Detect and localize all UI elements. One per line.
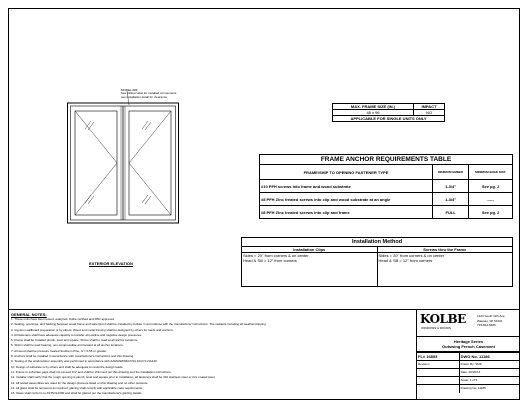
product-name: Outswing French Casement xyxy=(442,344,495,349)
product-line: Heritage Series xyxy=(453,339,484,344)
door-elevation xyxy=(67,85,179,225)
note-line: 1. These units have been tested, analyzed, Kolbe certified and FBC approved. xyxy=(11,317,115,321)
anchor-header-edge: MINIMUM EDGE DIST. xyxy=(469,165,513,180)
install-table xyxy=(241,237,513,287)
product-info xyxy=(417,337,520,352)
company-tagline: WINDOWS & DOORS xyxy=(421,326,451,330)
note-line: 5. Frame shall be installed plumb, level and square; Shims shall be used at all anchor locations. xyxy=(11,338,138,343)
callout-line: MODEL ### xyxy=(121,88,138,92)
general-notes-title: GENERAL NOTES: xyxy=(11,312,47,317)
company-address xyxy=(477,314,505,328)
anchor-header-embed: MINIMUM EMBED xyxy=(433,165,469,180)
anchor-header-fastener: FRAME/SHIP TO OPENING FASTENER TYPE xyxy=(260,165,433,180)
elevation-title: EXTERIOR ELEVATION xyxy=(89,261,133,266)
anchor-row-edge: ----- xyxy=(469,193,513,206)
install-header-screws: Screws thru the Frame xyxy=(377,247,513,253)
sheet-number: Scale: 1 of 5 xyxy=(459,377,520,385)
company-logo: KOLBE xyxy=(420,312,466,326)
note-line: 12. Installer shall verify that the rough opening is plumb, level and square prior to installation; all fasteners shall be 410 stainless steel or zinc coated steel. xyxy=(11,375,216,380)
address-line: Wausau, WI 54401 xyxy=(477,318,503,323)
size-footer: APPLICABLE FOR SINGLE UNITS ONLY xyxy=(333,116,445,122)
anchor-row-fastener: #8 PFH Zinc treated screws into clip and frame xyxy=(260,206,433,219)
install-clips-line: Sides = 20" from corners & on center xyxy=(243,253,309,258)
note-line: 6. Shims shall be load bearing, non-compressible and located at all anchor locations. xyxy=(11,343,124,348)
general-notes xyxy=(9,309,417,400)
install-header-clips: Installation Clips xyxy=(242,247,378,253)
drawing-sheet xyxy=(8,8,520,400)
install-screws-line: Sides = 20" from corners & on center xyxy=(378,253,445,258)
callout-line: See callout label for installed components xyxy=(121,91,177,96)
install-clips-cell xyxy=(242,253,378,287)
note-line: 15. Glass shall conform to ASTM E1300 and shall be glazed per the manufacturer's glazing details. xyxy=(11,391,143,396)
title-block-table xyxy=(417,352,520,393)
anchor-row-edge: See pg. 2 xyxy=(469,180,513,193)
fl-number: FL# 16853 xyxy=(417,353,459,361)
anchor-row-embed: FULL xyxy=(433,206,469,219)
note-line: 13. All tested assemblies are rated for the design pressure listed on this drawing and no other pressure. xyxy=(11,380,149,385)
anchor-row-embed: 1-3/4" xyxy=(433,180,469,193)
title-block xyxy=(417,309,520,400)
install-screws-cell xyxy=(377,253,513,287)
impact-header: IMPACT xyxy=(414,104,445,110)
elevation-callout xyxy=(121,89,176,99)
revision-cell xyxy=(417,377,459,385)
size-value: 48 x 96 xyxy=(333,110,414,116)
anchor-table xyxy=(259,154,513,219)
anchor-row-embed: 1-3/4" xyxy=(433,193,469,206)
anchor-row-fastener: #8 PFH Zinc treated screws into clip and wood substrate at an angle xyxy=(260,193,433,206)
address-line: 1323 South 11th Ave. xyxy=(477,314,506,318)
install-table-title: Installation Method xyxy=(242,238,513,247)
size-table xyxy=(332,103,445,122)
revision-cell xyxy=(417,369,459,377)
note-line: 2. Sealing, openings, and backing between wood frame and waterproof shall be installed by builder in accordance with the manufacturer instructions. The sealants including all weatherstripping. xyxy=(11,322,267,327)
revision-label: Revision xyxy=(417,361,459,369)
dwg-number: DWG No. 11186 xyxy=(459,353,520,361)
note-line: 3. Gypsum wallboard preparation is by others; Wood and metal framing shall be designed by others for loads and anchors. xyxy=(11,327,174,332)
anchor-row-fastener: #10 PFH screws into frame and wood substrate xyxy=(260,180,433,193)
install-screws-line: Head & Sill = 12" from corners xyxy=(378,258,433,263)
note-line: 10. Design of substrate is by others and shall be adequate to resist the design loads. xyxy=(11,364,124,369)
anchor-row-edge: See pg. 2 xyxy=(469,206,513,219)
revision-cell xyxy=(417,385,459,393)
anchor-table-title: FRAME ANCHOR REQUIREMENTS TABLE xyxy=(260,155,513,165)
note-line: 9. Testing of the window/door assembly was performed in accordance with AAMA/WDMA/CSA 101/I.S.2/A440. xyxy=(11,359,158,364)
note-line: 14. All glass shall be tempered as required; glazing shall comply with applicable code requirements. xyxy=(11,385,144,390)
note-line: 8. Anchors shall be installed in accordance with manufacturer's instructions and this drawing. xyxy=(11,354,134,359)
note-line: 11. Frame to substrate gaps shall not exceed 1/4" and shall be shimmed per this drawing and the installation instructions. xyxy=(11,369,172,374)
address-line: 715-842-5666 xyxy=(477,323,496,327)
note-line: 7. All wood shall be pressure treated Southern Pine, G = 0.55 or greater. xyxy=(11,348,107,353)
drawing-number: Drawing No. 11186 xyxy=(459,385,520,393)
size-header: MAX. FRAME SIZE (IN.) xyxy=(333,104,414,110)
impact-value: NO xyxy=(414,110,445,116)
drawing-date: Date: 06/26/14 xyxy=(459,369,520,377)
drawn-by: Drawn By: SMK xyxy=(459,361,520,369)
install-clips-line: Head & Sill = 12" from corners xyxy=(243,258,297,263)
door-elevation-drawing xyxy=(67,85,179,225)
callout-line: see installation detail for clearance xyxy=(121,94,168,99)
note-line: 4. All fasteners shall have adequate capacity to transfer all positive and negative design pressures. xyxy=(11,332,142,337)
company-header xyxy=(417,310,520,337)
